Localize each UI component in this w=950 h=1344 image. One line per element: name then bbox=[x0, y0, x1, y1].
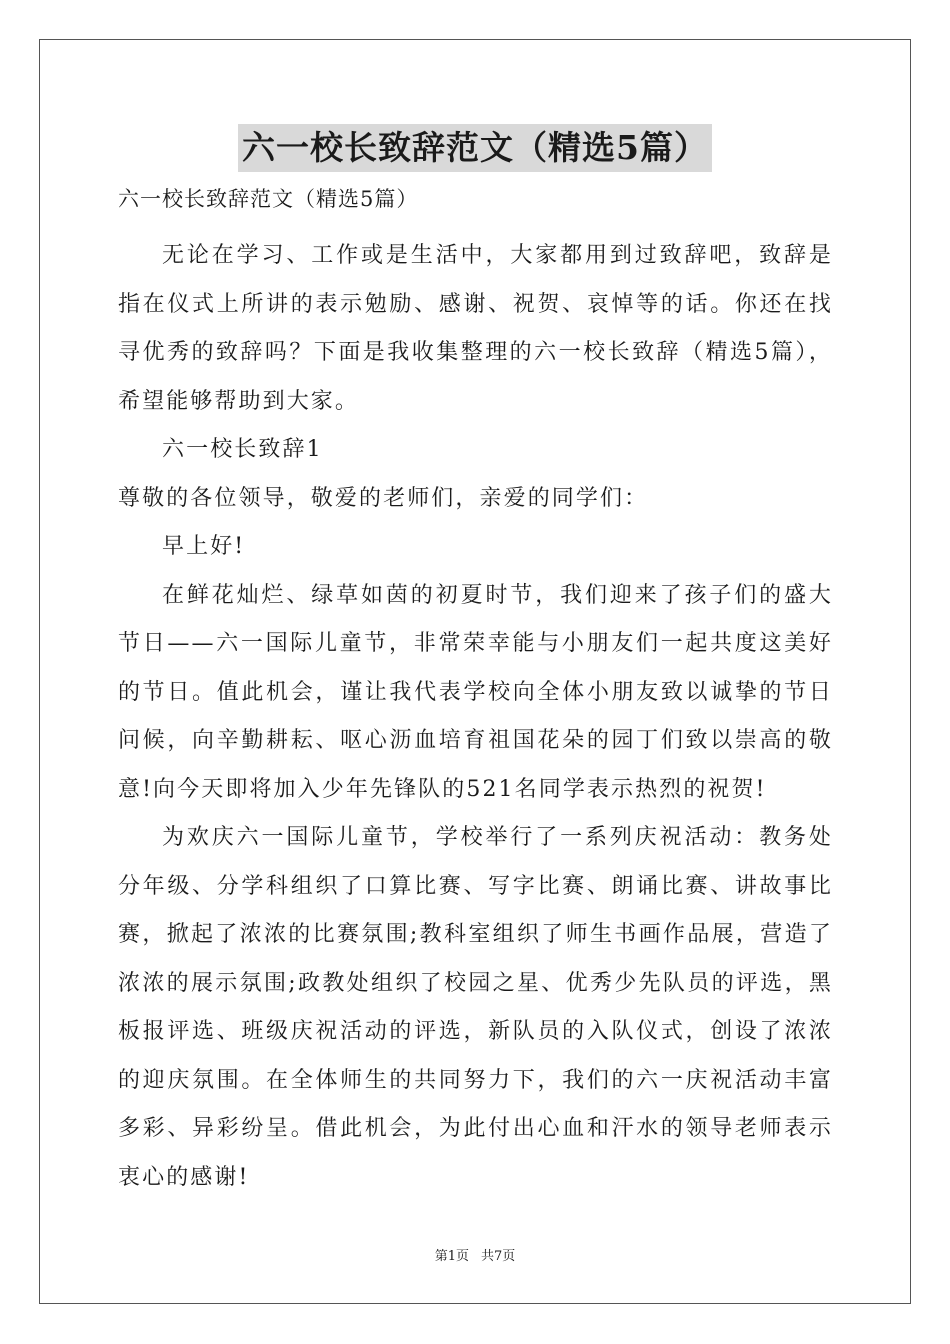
document-body bbox=[118, 232, 833, 1202]
page-total: 共7页 bbox=[481, 1249, 516, 1264]
intro-paragraph: 无论在学习、工作或是生活中，大家都用到过致辞吧，致辞是指在仪式上所讲的表示勉励、感谢、祝贺、哀悼等的话。你还在找寻优秀的致辞吗？下面是我收集整理的六一校长致辞（精选5篇），希望能够帮助到大家。 bbox=[118, 243, 833, 414]
page-number: 第1页 bbox=[434, 1249, 469, 1264]
document-subtitle: 六一校长致辞范文（精选5篇） bbox=[118, 187, 419, 211]
body-paragraph: 为欢庆六一国际儿童节，学校举行了一系列庆祝活动：教务处分年级、分学科组织了口算比赛、写字比赛、朗诵比赛、讲故事比赛，掀起了浓浓的比赛氛围;教科室组织了师生书画作品展，营造了浓浓的展示氛围;政教处组织了校园之星、优秀少先队员的评选，黑板报评选、班级庆祝活动的评选，新队员的入队仪式，创设了浓浓的迎庆氛围。在全体师生的共同努力下，我们的六一庆祝活动丰富多彩、异彩纷呈。借此机会，为此付出心血和汗水的领导老师表示衷心的感谢! bbox=[118, 825, 833, 1190]
salutation: 尊敬的各位领导，敬爱的老师们，亲爱的同学们： bbox=[118, 485, 649, 511]
title-container bbox=[0, 124, 950, 172]
page-footer bbox=[0, 1248, 950, 1266]
speech-heading: 六一校长致辞1 bbox=[162, 437, 323, 462]
body-paragraph: 在鲜花灿烂、绿草如茵的初夏时节，我们迎来了孩子们的盛大节日——六一国际儿童节，非常荣幸能与小朋友们一起共度这美好的节日。值此机会，谨让我代表学校向全体小朋友致以诚挚的节日问候，向辛勤耕耘、呕心沥血培育祖国花朵的园丁们致以崇高的敬意!向今天即将加入少年先锋队的521名同学表示热烈的祝贺! bbox=[118, 582, 833, 802]
document-title: 六一校长致辞范文（精选5篇） bbox=[238, 124, 712, 172]
greeting: 早上好! bbox=[162, 534, 246, 559]
